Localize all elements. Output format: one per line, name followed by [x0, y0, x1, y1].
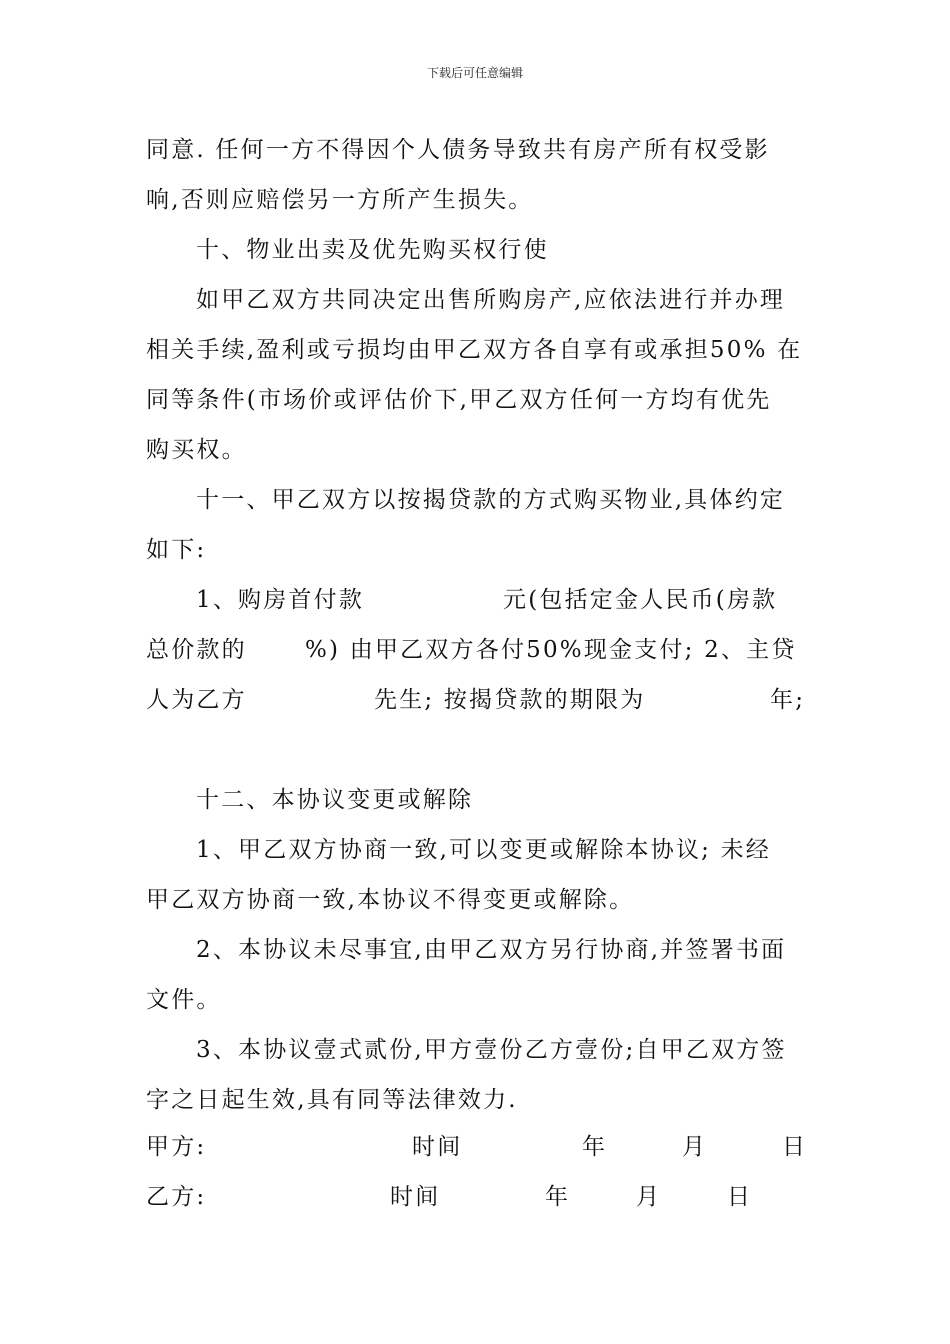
page-header: 下载后可任意编辑: [426, 66, 523, 80]
paragraph-line: 1、甲乙双方协商一致,可以变更或解除本协议; 未经: [196, 837, 772, 863]
section-heading-10: 十、物业出卖及优先购买权行使: [196, 237, 549, 263]
loan-term-unit: 年;: [770, 687, 806, 713]
paragraph-line: 响,否则应赔偿另一方所产生损失。: [146, 187, 534, 213]
paragraph-line: 如下:: [146, 537, 207, 563]
party-a-day-label: 日: [782, 1134, 808, 1160]
paragraph-line: 2、本协议未尽事宜,由甲乙双方另行协商,并签署书面: [196, 937, 787, 963]
party-a-time-label: 时间: [412, 1134, 463, 1160]
paragraph-line: 同意. 任何一方不得因个人债务导致共有房产所有权受影: [146, 137, 770, 163]
party-b-day-label: 日: [727, 1184, 753, 1210]
paragraph-line: 字之日起生效,具有同等法律效力.: [146, 1087, 518, 1113]
paragraph-line: 相关手续,盈利或亏损均由甲乙双方各自享有或承担50% 在: [146, 337, 803, 363]
party-b-time-label: 时间: [390, 1184, 441, 1210]
loan-term-label: 先生; 按揭贷款的期限为: [374, 687, 646, 713]
paragraph-line: 同等条件(市场价或评估价下,甲乙双方任何一方均有优先: [146, 387, 772, 413]
paragraph-line: 如甲乙双方共同决定出售所购房产,应依法进行并办理: [196, 287, 786, 313]
party-a-label: 甲方:: [146, 1134, 207, 1160]
down-payment-label: 1、购房首付款: [196, 587, 365, 613]
paragraph-line: 甲乙双方协商一致,本协议不得变更或解除。: [146, 887, 635, 913]
party-b-month-label: 月: [636, 1184, 662, 1210]
paragraph-line: 3、本协议壹式贰份,甲方壹份乙方壹份;自甲乙双方签: [196, 1037, 787, 1063]
party-b-year-label: 年: [545, 1184, 571, 1210]
total-price-rest: %) 由甲乙双方各付50%现金支付; 2、主贷: [305, 637, 797, 663]
borrower-label: 人为乙方: [146, 687, 247, 713]
section-heading-11: 十一、甲乙双方以按揭贷款的方式购买物业,具体约定: [196, 487, 786, 513]
party-b-label: 乙方:: [146, 1184, 207, 1210]
total-price-label: 总价款的: [146, 637, 247, 663]
party-a-year-label: 年: [582, 1134, 608, 1160]
party-a-month-label: 月: [682, 1134, 708, 1160]
paragraph-line: 购买权。: [146, 437, 247, 463]
paragraph-line: 文件。: [146, 987, 222, 1013]
down-payment-rest: 元(包括定金人民币(房款: [503, 587, 778, 613]
section-heading-12: 十二、本协议变更或解除: [196, 787, 474, 813]
